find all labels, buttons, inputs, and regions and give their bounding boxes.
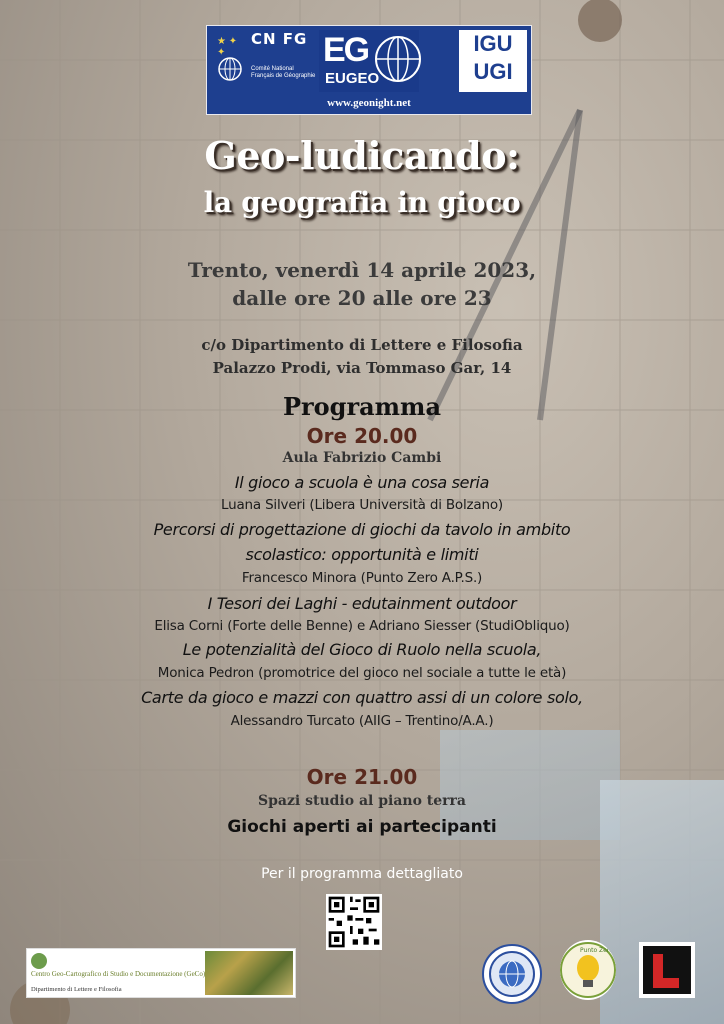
eugeo-small-text: EUGEO <box>325 70 380 87</box>
talk-speaker: Luana Silveri (Libera Università di Bolzano) <box>221 497 503 513</box>
header-logos <box>206 25 532 115</box>
ugi-text: UGI <box>473 59 513 84</box>
venue-address: Palazzo Prodi, via Tommaso Gar, 14 <box>212 359 512 377</box>
session-time: Ore 20.00 <box>306 424 418 448</box>
open-games: Giochi aperti ai partecipanti <box>227 817 497 837</box>
igu-text: IGU <box>473 31 513 56</box>
aiig-seal-icon <box>482 944 542 1004</box>
event-date: Trento, venerdì 14 aprile 2023, <box>187 258 537 282</box>
detail-note: Per il programma dettagliato <box>261 866 463 882</box>
main-title: Geo-ludicando: <box>204 133 520 178</box>
stars-icon: ★ ✦ ✦ <box>217 36 238 58</box>
punto-zero-logo <box>560 940 616 1000</box>
cgc-name: Centro Geo-Cartografico di Studio e Documentazione (GeCo) <box>31 970 206 978</box>
cgc-logo <box>26 948 296 998</box>
venue-department: c/o Dipartimento di Lettere e Filosofia <box>201 336 523 354</box>
subtitle: la geografia in gioco <box>203 186 521 219</box>
cnfg-logo <box>211 30 317 92</box>
talk-title: I Tesori dei Laghi - edutainment outdoor <box>207 594 517 613</box>
eugeo-logo <box>319 30 419 92</box>
talk-speaker: Monica Pedron (promotrice del gioco nel sociale a tutte le età) <box>157 665 567 681</box>
website-url[interactable]: www.geonight.net <box>327 97 411 109</box>
session-room: Aula Fabrizio Cambi <box>282 450 442 466</box>
talk-title: Carte da gioco e mazzi con quattro assi di un colore solo, <box>141 688 583 707</box>
talk-title: Percorsi di progettazione di giochi da tavolo in ambito <box>153 520 571 539</box>
cgc-department: Dipartimento di Lettere e Filosofia <box>31 986 122 993</box>
talk-speaker: Elisa Corni (Forte delle Benne) e Adriano Siesser (StudiObliquo) <box>154 618 570 634</box>
globe-icon <box>373 34 423 84</box>
qr-code-icon[interactable] <box>326 894 382 950</box>
talk-title: scolastico: opportunità e limiti <box>245 545 479 564</box>
igu-logo <box>459 30 527 92</box>
cnfg-mark: CN FG <box>251 30 308 48</box>
talk-title: Il gioco a scuola è una cosa seria <box>234 473 490 492</box>
event-hours: dalle ore 20 alle ore 23 <box>232 286 492 310</box>
session-time: Ore 21.00 <box>306 765 418 789</box>
eugeo-big-text: EG <box>323 31 369 69</box>
program-heading: Programma <box>282 392 441 421</box>
map-thumbnail <box>205 951 293 995</box>
punto-zero-text: Punto Zero <box>580 947 613 954</box>
globe-icon <box>217 56 243 82</box>
talk-speaker: Alessandro Turcato (AIIG – Trentino/A.A.) <box>230 713 494 729</box>
talk-speaker: Francesco Minora (Punto Zero A.P.S.) <box>241 570 483 586</box>
ludo-logo <box>639 942 695 998</box>
talk-title: Le potenzialità del Gioco di Ruolo nella scuola, <box>182 640 542 659</box>
cnfg-name: Comité National Français de Géographie <box>251 66 316 79</box>
session-room: Spazi studio al piano terra <box>258 793 466 809</box>
cgc-emblem-icon <box>31 953 47 969</box>
